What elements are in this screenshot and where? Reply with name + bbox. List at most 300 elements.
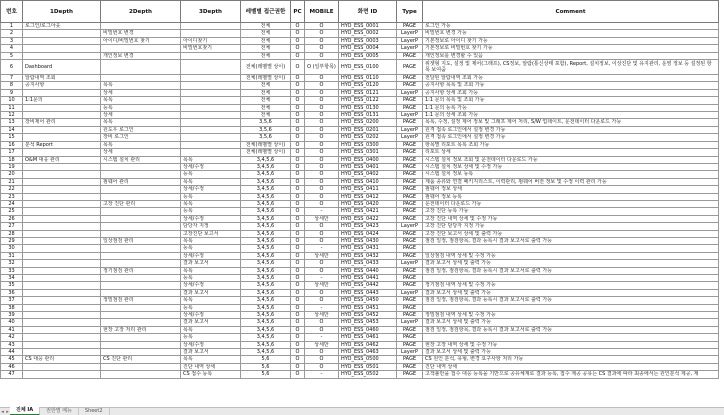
table-cell[interactable]: 3,4,5,6 — [241, 282, 291, 289]
table-cell[interactable]: 운전데이터 다운로드 가능 — [423, 200, 719, 207]
table-cell[interactable]: O — [291, 326, 305, 333]
table-cell[interactable]: LayerP — [397, 134, 423, 141]
table-cell[interactable] — [23, 89, 101, 96]
table-cell[interactable] — [23, 282, 101, 289]
table-cell[interactable] — [23, 163, 101, 170]
header-access-level[interactable]: 레벨별 접근권한 — [241, 1, 291, 23]
table-cell[interactable] — [23, 223, 101, 230]
table-cell[interactable] — [23, 149, 101, 156]
table-cell[interactable]: O — [305, 75, 339, 82]
table-cell[interactable]: 목록 — [181, 200, 241, 207]
table-cell[interactable]: PAGE — [397, 163, 423, 170]
table-cell[interactable]: O — [291, 349, 305, 356]
header-no[interactable]: 번호 — [1, 1, 23, 23]
table-cell[interactable] — [23, 30, 101, 37]
table-cell[interactable]: O — [291, 52, 305, 59]
table-cell[interactable]: 44 — [1, 349, 23, 356]
table-cell[interactable] — [101, 60, 181, 75]
table-cell[interactable]: 30 — [1, 245, 23, 252]
table-cell[interactable]: 결과 보고서 상세 및 출력 가능 — [423, 349, 719, 356]
table-cell[interactable]: 1:1 문의 목록 및 조회 가능 — [423, 97, 719, 104]
table-cell[interactable]: 3,4,5,6 — [241, 156, 291, 163]
table-cell[interactable]: PAGE — [397, 171, 423, 178]
table-cell[interactable]: 26 — [1, 215, 23, 222]
table-cell[interactable] — [181, 82, 241, 89]
table-cell[interactable]: CS 진단 관리 — [101, 356, 181, 363]
table-cell[interactable]: O — [291, 156, 305, 163]
table-cell[interactable]: PAGE — [397, 230, 423, 237]
table-cell[interactable] — [23, 208, 101, 215]
table-cell[interactable]: O — [305, 163, 339, 170]
table-cell[interactable]: PAGE — [397, 252, 423, 259]
table-cell[interactable] — [181, 52, 241, 59]
table-cell[interactable]: HYO_ESS_0410 — [339, 178, 397, 185]
table-cell[interactable]: 펌웨어 정보 상세 — [423, 186, 719, 193]
table-cell[interactable]: 3 — [1, 37, 23, 44]
table-cell[interactable]: 전체 — [241, 30, 291, 37]
table-cell[interactable]: PAGE — [397, 200, 423, 207]
table-cell[interactable]: PAGE — [397, 82, 423, 89]
table-cell[interactable]: O — [305, 349, 339, 356]
tab-next-icon[interactable]: ▸ — [6, 409, 9, 415]
table-cell[interactable]: 결과 보고서 — [181, 319, 241, 326]
table-cell[interactable]: - — [305, 334, 339, 341]
table-cell[interactable]: O — [291, 82, 305, 89]
table-cell[interactable]: 10 — [1, 97, 23, 104]
table-cell[interactable]: 상세/수정 — [181, 163, 241, 170]
table-cell[interactable] — [101, 319, 181, 326]
table-cell[interactable]: 진단 내역 상세 — [181, 363, 241, 370]
table-cell[interactable]: 5,6 — [241, 371, 291, 378]
table-cell[interactable]: 전체(레벨별 상이) — [241, 141, 291, 148]
table-cell[interactable]: 목록 — [101, 82, 181, 89]
table-cell[interactable]: HYO_ESS_0004 — [339, 45, 397, 52]
table-cell[interactable]: 47 — [1, 371, 23, 378]
table-cell[interactable]: O — [305, 267, 339, 274]
table-cell[interactable]: 3,4,5,6 — [241, 349, 291, 356]
table-cell[interactable]: O — [291, 186, 305, 193]
table-cell[interactable]: 3,4,5,6 — [241, 237, 291, 244]
table-cell[interactable] — [23, 200, 101, 207]
table-cell[interactable] — [101, 371, 181, 378]
table-cell[interactable]: LayerP — [397, 30, 423, 37]
table-cell[interactable]: O — [291, 126, 305, 133]
table-cell[interactable]: 전체 — [241, 52, 291, 59]
table-cell[interactable]: 상세/수정 — [181, 312, 241, 319]
table-cell[interactable] — [181, 126, 241, 133]
table-cell[interactable]: 12 — [1, 112, 23, 119]
table-cell[interactable] — [101, 208, 181, 215]
table-cell[interactable] — [23, 371, 101, 378]
tab-prev-icon[interactable]: ◂ — [1, 409, 4, 415]
table-cell[interactable]: O — [291, 245, 305, 252]
table-cell[interactable]: O — [291, 178, 305, 185]
table-cell[interactable]: 23 — [1, 193, 23, 200]
table-cell[interactable]: O — [305, 37, 339, 44]
table-cell[interactable]: 상세만 — [305, 252, 339, 259]
table-cell[interactable]: PAGE — [397, 178, 423, 185]
table-cell[interactable]: O — [305, 104, 339, 111]
table-cell[interactable]: O — [305, 119, 339, 126]
table-cell[interactable]: O — [291, 223, 305, 230]
table-cell[interactable]: 3,4,5,6 — [241, 252, 291, 259]
table-cell[interactable]: 22 — [1, 186, 23, 193]
table-cell[interactable]: HYO_ESS_0433 — [339, 260, 397, 267]
table-cell[interactable]: LayerP — [397, 45, 423, 52]
table-cell[interactable] — [101, 304, 181, 311]
table-cell[interactable] — [23, 112, 101, 119]
table-cell[interactable]: PAGE — [397, 23, 423, 30]
table-cell[interactable]: 로그인/로그아웃 — [23, 23, 101, 30]
table-cell[interactable]: HYO_ESS_0100 — [339, 60, 397, 75]
table-cell[interactable]: 3,4,5,6 — [241, 171, 291, 178]
table-cell[interactable]: 장비 로그인 — [101, 134, 181, 141]
header-screen-id[interactable]: 화면 ID — [339, 1, 397, 23]
table-cell[interactable]: 전체(레벨별 상이) — [241, 60, 291, 75]
table-cell[interactable]: PAGE — [397, 75, 423, 82]
table-cell[interactable]: HYO_ESS_0451 — [339, 304, 397, 311]
table-cell[interactable]: O — [291, 312, 305, 319]
table-cell[interactable]: 시스템 설치 정보 등록 — [423, 171, 719, 178]
table-cell[interactable] — [423, 275, 719, 282]
table-cell[interactable] — [23, 193, 101, 200]
table-cell[interactable]: O — [291, 171, 305, 178]
table-cell[interactable]: PAGE — [397, 156, 423, 163]
table-cell[interactable]: 3,4,5,6 — [241, 200, 291, 207]
table-cell[interactable]: 42 — [1, 334, 23, 341]
table-cell[interactable]: 3,4,5,6 — [241, 319, 291, 326]
table-cell[interactable]: PAGE — [397, 97, 423, 104]
table-cell[interactable]: O — [291, 75, 305, 82]
table-cell[interactable] — [23, 260, 101, 267]
table-cell[interactable]: PAGE — [397, 52, 423, 59]
table-cell[interactable]: 고장 진단 담당자 지정 가능 — [423, 223, 719, 230]
table-cell[interactable]: O — [291, 215, 305, 222]
table-cell[interactable]: HYO_ESS_0200 — [339, 119, 397, 126]
table-cell[interactable]: 7 — [1, 75, 23, 82]
table-cell[interactable]: PAGE — [397, 275, 423, 282]
table-cell[interactable]: 32 — [1, 260, 23, 267]
table-cell[interactable] — [23, 215, 101, 222]
table-cell[interactable]: 전체 — [241, 104, 291, 111]
table-cell[interactable]: 등록 — [181, 275, 241, 282]
table-cell[interactable]: 3,4,5,6 — [241, 326, 291, 333]
table-cell[interactable]: 16 — [1, 141, 23, 148]
table-cell[interactable]: 결과 보고서 — [181, 349, 241, 356]
table-cell[interactable]: 등록 — [181, 334, 241, 341]
table-cell[interactable]: 상세만 — [305, 282, 339, 289]
table-cell[interactable]: O — [291, 112, 305, 119]
table-cell[interactable] — [23, 319, 101, 326]
table-cell[interactable]: 상세/수정 — [181, 282, 241, 289]
table-cell[interactable]: HYO_ESS_0500 — [339, 356, 397, 363]
table-cell[interactable] — [101, 312, 181, 319]
table-cell[interactable]: HYO_ESS_0442 — [339, 282, 397, 289]
table-cell[interactable]: O — [305, 237, 339, 244]
header-2depth[interactable]: 2Depth — [101, 1, 181, 23]
table-cell[interactable] — [101, 230, 181, 237]
table-cell[interactable] — [23, 230, 101, 237]
table-cell[interactable]: 34 — [1, 275, 23, 282]
table-cell[interactable]: 결과 보고서 상세 및 출력 가능 — [423, 260, 719, 267]
table-cell[interactable]: 결과 보고서 — [181, 260, 241, 267]
table-cell[interactable] — [23, 126, 101, 133]
table-cell[interactable] — [23, 134, 101, 141]
table-cell[interactable] — [181, 75, 241, 82]
table-cell[interactable]: HYO_ESS_0461 — [339, 334, 397, 341]
table-cell[interactable]: 개인정보 변경 — [101, 52, 181, 59]
table-cell[interactable]: 전체 — [241, 112, 291, 119]
table-cell[interactable]: HYO_ESS_0001 — [339, 23, 397, 30]
table-cell[interactable] — [23, 245, 101, 252]
table-cell[interactable]: - — [305, 245, 339, 252]
table-cell[interactable]: PAGE — [397, 363, 423, 370]
table-cell[interactable]: 전체(레벨별 상이) — [241, 75, 291, 82]
table-cell[interactable]: 상세만 — [305, 341, 339, 348]
table-cell[interactable]: HYO_ESS_0422 — [339, 215, 397, 222]
table-cell[interactable]: PAGE — [397, 60, 423, 75]
table-cell[interactable]: 1 — [1, 23, 23, 30]
table-cell[interactable]: 전체 — [241, 45, 291, 52]
table-cell[interactable]: 41 — [1, 326, 23, 333]
table-cell[interactable]: PAGE — [397, 356, 423, 363]
table-cell[interactable]: O — [291, 230, 305, 237]
table-cell[interactable] — [181, 112, 241, 119]
table-cell[interactable]: CS 원인 분석, 유형, 변경 요구사항 처리 가능 — [423, 356, 719, 363]
table-cell[interactable] — [23, 275, 101, 282]
table-cell[interactable]: 29 — [1, 237, 23, 244]
table-cell[interactable]: HYO_ESS_0421 — [339, 208, 397, 215]
table-cell[interactable]: 상세만 — [305, 215, 339, 222]
table-cell[interactable] — [101, 45, 181, 52]
table-cell[interactable]: 목록 — [101, 141, 181, 148]
table-cell[interactable]: O — [291, 37, 305, 44]
table-cell[interactable] — [423, 304, 719, 311]
table-cell[interactable]: 목록 — [181, 156, 241, 163]
header-1depth[interactable]: 1Depth — [23, 1, 101, 23]
table-cell[interactable]: HYO_ESS_0440 — [339, 267, 397, 274]
table-cell[interactable]: PAGE — [397, 186, 423, 193]
table-cell[interactable]: O — [291, 119, 305, 126]
table-cell[interactable]: 담당자 지정 — [181, 223, 241, 230]
table-cell[interactable]: 3,5,6 — [241, 126, 291, 133]
table-cell[interactable]: O — [291, 289, 305, 296]
table-cell[interactable]: 고장 진단 등록 가능 — [423, 208, 719, 215]
table-cell[interactable]: 정밀점검 관리 — [101, 297, 181, 304]
table-cell[interactable]: 제품 종류와 연결 페키지리스트, 이력관리, 펌웨어 버전 정보 및 수정 이력 관리 가능 — [423, 178, 719, 185]
table-cell[interactable]: O — [305, 126, 339, 133]
table-cell[interactable] — [23, 304, 101, 311]
table-cell[interactable]: 등록 — [181, 245, 241, 252]
table-cell[interactable]: O — [305, 156, 339, 163]
table-cell[interactable]: PAGE — [397, 208, 423, 215]
table-cell[interactable]: HYO_ESS_0441 — [339, 275, 397, 282]
table-cell[interactable]: PAGE — [397, 371, 423, 378]
table-cell[interactable]: 상세/수정 — [181, 252, 241, 259]
table-cell[interactable]: O — [305, 319, 339, 326]
table-cell[interactable]: HYO_ESS_0131 — [339, 112, 397, 119]
table-cell[interactable]: O — [305, 112, 339, 119]
table-cell[interactable]: HYO_ESS_0432 — [339, 252, 397, 259]
table-cell[interactable]: PAGE — [397, 334, 423, 341]
table-cell[interactable]: 점검 일정, 점검항목, 결과 등록시 결과 보고서로 출력 가능 — [423, 267, 719, 274]
table-cell[interactable]: O — [305, 356, 339, 363]
table-cell[interactable]: 상세 — [101, 112, 181, 119]
table-cell[interactable] — [101, 260, 181, 267]
table-cell[interactable] — [181, 134, 241, 141]
table-cell[interactable]: O — [305, 82, 339, 89]
table-cell[interactable]: 시스템 설치 관리 — [101, 156, 181, 163]
table-cell[interactable]: 등록 — [101, 104, 181, 111]
table-cell[interactable]: 정기점검 내역 상세 및 수정 가능 — [423, 282, 719, 289]
header-mobile[interactable]: MOBILE — [305, 1, 339, 23]
table-cell[interactable]: O — [305, 289, 339, 296]
table-cell[interactable]: 결과 보고서 상세 및 출력 가능 — [423, 289, 719, 296]
table-cell[interactable]: PAGE — [397, 341, 423, 348]
table-cell[interactable]: HYO_ESS_0424 — [339, 230, 397, 237]
table-cell[interactable]: HYO_ESS_0423 — [339, 223, 397, 230]
table-cell[interactable]: HYO_ESS_0450 — [339, 297, 397, 304]
table-cell[interactable]: 상세 — [101, 149, 181, 156]
tab-full-ia[interactable]: 진체 IA — [10, 407, 40, 415]
table-cell[interactable]: 위젯형 지도, 설정 및 제어(그래프), CS정보, 알람(통신상태 포함), Report, 설치정보, 이상진단 및 유지관리, 운영 정보 등 설정된 항목 보여줌 — [423, 60, 719, 75]
tab-sheet2[interactable]: Sheet2 — [79, 408, 110, 415]
table-cell[interactable]: O — [291, 341, 305, 348]
table-cell[interactable] — [101, 275, 181, 282]
table-cell[interactable]: LayerP — [397, 89, 423, 96]
table-cell[interactable] — [23, 52, 101, 59]
table-cell[interactable]: 5,6 — [241, 356, 291, 363]
table-cell[interactable]: 3,4,5,6 — [241, 178, 291, 185]
table-cell[interactable]: 8 — [1, 82, 23, 89]
table-cell[interactable]: O — [291, 193, 305, 200]
table-cell[interactable] — [23, 289, 101, 296]
table-cell[interactable]: 등록 — [181, 171, 241, 178]
table-cell[interactable] — [423, 245, 719, 252]
table-cell[interactable]: O — [305, 260, 339, 267]
table-cell[interactable]: O — [291, 60, 305, 75]
table-cell[interactable]: LayerP — [397, 319, 423, 326]
table-cell[interactable]: 시스템 설치 정보 상세 및 수정 가능 — [423, 163, 719, 170]
table-cell[interactable]: PAGE — [397, 193, 423, 200]
table-cell[interactable]: 3,4,5,6 — [241, 267, 291, 274]
table-cell[interactable]: PAGE — [397, 312, 423, 319]
table-cell[interactable]: HYO_ESS_0501 — [339, 363, 397, 370]
table-cell[interactable]: PAGE — [397, 119, 423, 126]
table-cell[interactable]: 3,5,6 — [241, 134, 291, 141]
table-cell[interactable]: 15 — [1, 134, 23, 141]
table-cell[interactable] — [101, 215, 181, 222]
table-cell[interactable] — [181, 104, 241, 111]
table-cell[interactable]: 상세만 — [305, 312, 339, 319]
table-cell[interactable]: O — [305, 52, 339, 59]
table-cell[interactable] — [23, 37, 101, 44]
table-cell[interactable]: 알람내역 조회 — [23, 75, 101, 82]
table-cell[interactable] — [23, 297, 101, 304]
table-cell[interactable]: HYO_ESS_0401 — [339, 163, 397, 170]
table-cell[interactable]: 기본정보로 비밀번호 찾기 가능 — [423, 45, 719, 52]
table-cell[interactable]: PAGE — [397, 141, 423, 148]
table-cell[interactable]: 장비제어 관리 — [23, 119, 101, 126]
table-cell[interactable]: 39 — [1, 312, 23, 319]
table-cell[interactable] — [181, 141, 241, 148]
table-cell[interactable]: 36 — [1, 289, 23, 296]
table-cell[interactable]: 25 — [1, 208, 23, 215]
table-cell[interactable]: LayerP — [397, 112, 423, 119]
table-cell[interactable]: 5 — [1, 52, 23, 59]
table-cell[interactable]: HYO_ESS_0130 — [339, 104, 397, 111]
table-cell[interactable]: 37 — [1, 297, 23, 304]
table-cell[interactable]: 시스템 설치 정보 조회 및 운전데이터 다운로드 가능 — [423, 156, 719, 163]
table-cell[interactable]: HYO_ESS_0502 — [339, 371, 397, 378]
table-cell[interactable]: 점검 일정, 점검항목, 결과 등록시 결과 보고서로 출력 가능 — [423, 326, 719, 333]
table-cell[interactable] — [101, 193, 181, 200]
table-cell[interactable]: PAGE — [397, 297, 423, 304]
table-cell[interactable] — [181, 30, 241, 37]
table-cell[interactable]: 공지사항 목록 및 조회 가능 — [423, 82, 719, 89]
table-cell[interactable]: 원격 접속 로그인에서 설정 변경 가능 — [423, 134, 719, 141]
table-cell[interactable]: PAGE — [397, 215, 423, 222]
table-cell[interactable]: LayerP — [397, 260, 423, 267]
table-cell[interactable]: HYO_ESS_0430 — [339, 237, 397, 244]
table-cell[interactable]: 현장 고장 처리 관리 — [101, 326, 181, 333]
table-cell[interactable]: O — [305, 326, 339, 333]
table-cell[interactable] — [181, 23, 241, 30]
table-cell[interactable]: O — [291, 141, 305, 148]
table-cell[interactable]: 17 — [1, 149, 23, 156]
table-cell[interactable]: O — [291, 104, 305, 111]
header-type[interactable]: Type — [397, 1, 423, 23]
table-cell[interactable]: 3,4,5,6 — [241, 230, 291, 237]
table-cell[interactable]: 6 — [1, 60, 23, 75]
table-cell[interactable]: HYO_ESS_0122 — [339, 97, 397, 104]
table-cell[interactable] — [101, 186, 181, 193]
table-cell[interactable]: HYO_ESS_0452 — [339, 312, 397, 319]
table-cell[interactable]: 비밀번호 변경 가능 — [423, 30, 719, 37]
table-cell[interactable]: 목록 — [181, 356, 241, 363]
table-cell[interactable]: 비밀번호 변경 — [101, 30, 181, 37]
table-cell[interactable]: HYO_ESS_0431 — [339, 245, 397, 252]
table-cell[interactable] — [23, 341, 101, 348]
table-cell[interactable]: O — [291, 30, 305, 37]
tab-menu-by-permission[interactable]: 권한별 메뉴 — [40, 408, 79, 415]
table-cell[interactable] — [23, 267, 101, 274]
table-cell[interactable]: 3,4,5,6 — [241, 163, 291, 170]
table-cell[interactable]: HYO_ESS_0460 — [339, 326, 397, 333]
table-cell[interactable]: 고장 진단 보고서 상세 및 출력 가능 — [423, 230, 719, 237]
table-cell[interactable]: 4 — [1, 45, 23, 52]
table-cell[interactable]: 전체 — [241, 97, 291, 104]
table-cell[interactable] — [101, 163, 181, 170]
table-cell[interactable]: O — [291, 134, 305, 141]
table-cell[interactable]: 전체 — [241, 23, 291, 30]
table-cell[interactable]: 3,4,5,6 — [241, 186, 291, 193]
table-cell[interactable]: 진단 내역 상세 — [423, 363, 719, 370]
table-cell[interactable] — [181, 149, 241, 156]
table-cell[interactable]: 40 — [1, 319, 23, 326]
table-cell[interactable]: 아이디찾기 — [181, 37, 241, 44]
table-cell[interactable]: 전체(레벨별 상이) — [241, 149, 291, 156]
table-cell[interactable] — [423, 334, 719, 341]
table-cell[interactable]: 리포트 상세 — [423, 149, 719, 156]
table-cell[interactable]: 항목별 리포트 목록 조회 가능 — [423, 141, 719, 148]
table-cell[interactable]: 전체 — [241, 89, 291, 96]
table-cell[interactable]: 고장진단 보고서 — [181, 230, 241, 237]
table-cell[interactable]: O — [291, 260, 305, 267]
table-cell[interactable]: 20 — [1, 171, 23, 178]
table-cell[interactable]: 점검 일정, 점검항목, 결과 등록시 결과 보고서로 출력 가능 — [423, 237, 719, 244]
table-cell[interactable]: HYO_ESS_0443 — [339, 289, 397, 296]
